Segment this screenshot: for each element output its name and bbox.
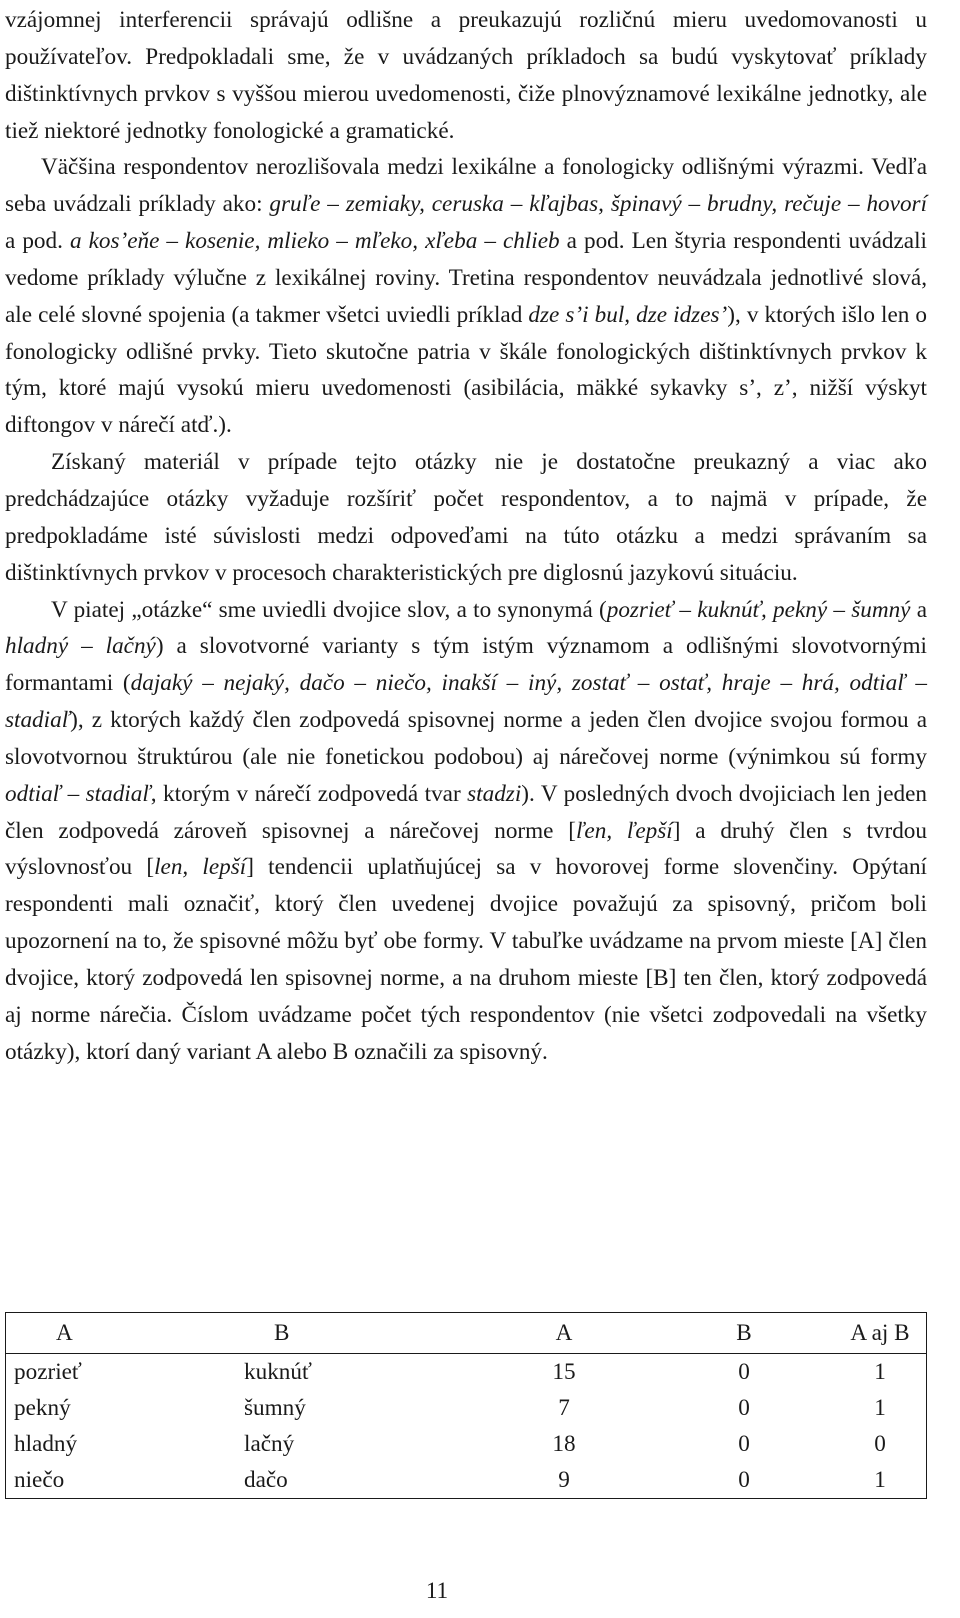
italic-example-text: dze s’i bul, dze idzes’ bbox=[528, 301, 728, 328]
header-col-both-count: A aj B bbox=[850, 1320, 910, 1346]
italic-example-text: gruľe – zemiaky, ceruska – kľajbas, špinavý – brudny, rečuje – hovorí bbox=[269, 191, 928, 218]
paragraph-text: ) a slovotvorné varianty s tým istým významom a odlišnými slovotvornými formantami ( bbox=[5, 633, 927, 697]
cell-word-b: lačný bbox=[244, 1431, 295, 1457]
cell-count-both: 1 bbox=[874, 1395, 886, 1421]
italic-example-text: dajaký – nejaký, dačo – niečo, inakší – iný, zostať – ostať, hraje – hrá, odtiaľ – stadiaľ bbox=[5, 670, 927, 734]
cell-count-a: 15 bbox=[552, 1359, 576, 1385]
cell-count-both: 0 bbox=[874, 1431, 886, 1457]
paragraph-1 bbox=[5, 2, 927, 149]
table-header-row bbox=[6, 1313, 927, 1354]
cell-word-a: niečo bbox=[14, 1467, 65, 1493]
paragraph-text: vzájomnej interferencii správajú odlišne a preukazujú rozličnú mieru uvedomovanosti u používateľov. Predpokladali sme, že v uvádzaných príkladoch sa budú vyskytovať príklady dištinktívnych prvkov s vyššou mierou uvedomenosti, čiže plnovýznamové lexikálne jednotky, ale tiež niektoré jednotky fonologické a gramatické. bbox=[5, 7, 927, 144]
cell-word-a: pekný bbox=[14, 1395, 71, 1421]
italic-example-text: odtiaľ – stadiaľ bbox=[5, 780, 151, 807]
paragraph-text: , ktorým v nárečí zodpovedá tvar bbox=[150, 780, 468, 807]
paragraph-text: a pod. Len štyria respondenti uvádzali vedome príklady výlučne z lexikálnej roviny. Tretina respondentov neuvádzala jednotlivé slová, ale celé slovné spojenia (a takmer všetci uviedli príklad bbox=[5, 228, 927, 328]
cell-count-b: 0 bbox=[738, 1431, 750, 1457]
paragraph-text: ), v ktorých išlo len o fonologicky odlišné prvky. Tieto skutočne patria v škále fonologických dištinktívnych prvkov k tým, ktoré majú vysokú mieru uvedomenosti (asibilácia, mäkké sykavky s’, z’, nižší výskyt diftongov v nárečí atď.). bbox=[5, 301, 927, 439]
cell-word-a: pozrieť bbox=[14, 1359, 82, 1385]
cell-count-a: 7 bbox=[558, 1395, 570, 1421]
respondent-table bbox=[5, 1312, 927, 1499]
italic-example-text: ľen, ľepší bbox=[576, 817, 673, 844]
header-col-b-word: B bbox=[274, 1320, 290, 1346]
italic-example-text: pozrieť – kuknúť, pekný – šumný bbox=[606, 596, 911, 623]
table-row bbox=[6, 1390, 927, 1426]
paragraph-text: V piatej „otázke“ sme uviedli dvojice slov, a to synonymá ( bbox=[51, 596, 607, 623]
cell-word-b: dačo bbox=[244, 1467, 288, 1493]
italic-example-text: hladný – lačný bbox=[5, 633, 156, 660]
header-col-b-count: B bbox=[736, 1320, 752, 1346]
cell-word-b: kuknúť bbox=[244, 1359, 312, 1385]
cell-count-both: 1 bbox=[874, 1467, 886, 1493]
paragraph-4 bbox=[5, 592, 927, 1071]
paragraph-3 bbox=[5, 444, 927, 591]
cell-word-b: šumný bbox=[244, 1395, 306, 1421]
paragraph-text: a pod. bbox=[5, 228, 70, 255]
cell-count-both: 1 bbox=[874, 1359, 886, 1385]
cell-count-b: 0 bbox=[738, 1467, 750, 1493]
cell-count-a: 9 bbox=[558, 1467, 570, 1493]
table-row bbox=[6, 1426, 927, 1462]
italic-example-text: stadzi bbox=[467, 780, 522, 807]
page-number: 11 bbox=[425, 1578, 449, 1604]
header-col-a-count: A bbox=[555, 1320, 573, 1346]
paragraph-2 bbox=[5, 149, 927, 444]
paragraph-text: ). V posledných dvoch dvojiciach len jeden člen zodpovedá zároveň spisovnej a nárečovej norme [ bbox=[5, 780, 927, 844]
paragraph-text: Väčšina respondentov nerozlišovala medzi lexikálne a fonologicky odlišnými výrazmi. Vedľa seba uvádzali príklady ako: bbox=[5, 154, 927, 218]
cell-count-a: 18 bbox=[552, 1431, 576, 1457]
cell-word-a: hladný bbox=[14, 1431, 78, 1457]
table-row bbox=[6, 1354, 927, 1391]
paragraph-text: Získaný materiál v prípade tejto otázky nie je dostatočne preukazný a viac ako predchádzajúce otázky vyžaduje rozšíriť počet respondentov, a to najmä v prípade, že predpokladáme isté súvislosti medzi odpoveďami na túto otázku a medzi správaním sa dištinktívnych prvkov v procesoch charakteristických pre diglosnú jazykovú situáciu. bbox=[5, 449, 927, 586]
paragraph-text: ] a druhý člen s tvrdou výslovnosťou [ bbox=[5, 817, 927, 881]
italic-example-text: a kos’eňe – kosenie, mlieko – mľeko, xľeba – chlieb bbox=[69, 228, 560, 255]
table-header bbox=[6, 1313, 927, 1354]
body-text bbox=[5, 2, 927, 1070]
cell-count-b: 0 bbox=[738, 1395, 750, 1421]
header-col-a-word: A bbox=[56, 1320, 73, 1346]
paragraph-text: ] tendencii uplatňujúcej sa v hovorovej forme slovenčiny. Opýtaní respondenti mali označiť, ktorý člen uvedenej dvojice považujú za spisovný, pričom boli upozornení na to, že spisovné môžu byť obe formy. V tabuľke uvádzame na prvom mieste [A] člen dvojice, ktorý zodpovedá len spisovnej norme, a na druhom mieste [B] ten člen, ktorý zodpovedá aj norme nárečia. Číslom uvádzame počet tých respondentov (nie všetci zodpovedali na všetky otázky), ktorí daný variant A alebo B označili za spisovný. bbox=[5, 854, 927, 1065]
table-row bbox=[6, 1462, 927, 1499]
paragraph-text: ), z ktorých každý člen zodpovedá spisovnej norme a jeden člen dvojice svojou formou a slovotvornou štruktúrou (ale nie fonetickou podobou) aj nárečovej norme (výnimkou sú formy bbox=[5, 707, 927, 770]
paragraph-text: a bbox=[910, 596, 928, 623]
table-body bbox=[6, 1354, 927, 1499]
italic-example-text: len, lepší bbox=[154, 854, 247, 881]
cell-count-b: 0 bbox=[738, 1359, 750, 1385]
